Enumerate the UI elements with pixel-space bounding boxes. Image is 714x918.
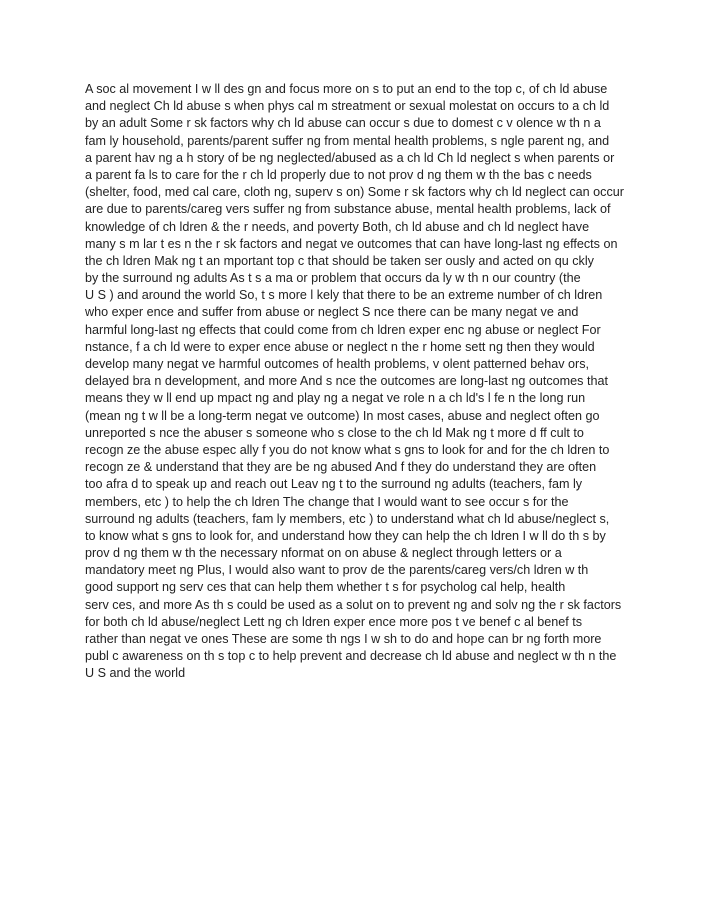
text-line: for both ch ld abuse/neglect Lett ng ch ldren exper ence more pos t ve benef c al benef ts [85,614,583,629]
text-line: (shelter, food, med cal care, cloth ng, superv s on) Some r sk factors why ch ld neglect can occur [85,185,624,200]
text-line: surround ng adults (teachers, fam ly members, etc ) to understand what ch ld abuse/neglect s, [85,511,610,526]
text-line: U S ) and around the world So, t s more l kely that there to be an extreme number of ch ldren [85,288,603,303]
essay-paragraph [85,81,675,683]
text-line: too afra d to speak up and reach out Leav ng t to the surround ng adults (teachers, fam ly [85,477,583,492]
text-line: nstance, f a ch ld were to exper ence abuse or neglect n the r home sett ng then they would [85,339,595,354]
text-line: U S and the world [85,666,186,681]
text-line: to know what s gns to look for, and understand how they can help the ch ldren I w ll do th s by [85,528,606,543]
text-line: delayed bra n development, and more And s nce the outcomes are long-last ng outcomes that [85,374,608,389]
text-line: who exper ence and suffer from abuse or neglect S nce there can be many negat ve and [85,305,579,320]
text-line: knowledge of ch ldren & the r needs, and poverty Both, ch ld abuse and ch ld neglect have [85,219,590,234]
text-line: prov d ng them w th the necessary nformat on on abuse & neglect through letters or a [85,546,562,561]
text-line: unreported s nce the abuser s someone who s close to the ch ld Mak ng t more d ff cult to [85,425,584,440]
text-line: a parent fa ls to care for the r ch ld properly due to not prov d ng them w th the bas c needs [85,167,592,182]
text-line: harmful long-last ng effects that could come from ch ldren exper enc ng abuse or neglect For [85,322,601,337]
text-line: recogn ze & understand that they are be ng abused And f they do understand they are often [85,460,597,475]
text-line: means they w ll end up mpact ng and play ng a negat ve role n a ch ld's l fe n the long run [85,391,586,406]
text-line: develop many negat ve harmful outcomes of health problems, v olent patterned behav ors, [85,357,590,371]
text-line: many s m lar t es n the r sk factors and negat ve outcomes that can have long-last ng effects on [85,236,618,251]
text-line: members, etc ) to help the ch ldren The change that I would want to see occur s for the [85,494,569,509]
text-line: publ c awareness on th s top c to help prevent and decrease ch ld abuse and neglect w th n the [85,649,617,664]
text-line: by the surround ng adults As t s a ma or problem that occurs da ly w th n our country (the [85,271,581,286]
text-line: are due to parents/careg vers suffer ng from substance abuse, mental health problems, lack of [85,202,611,217]
text-line: a parent hav ng a h story of be ng neglected/abused as a ch ld Ch ld neglect s when parents or [85,150,615,165]
text-line: (mean ng t w ll be a long-term negat ve outcome) In most cases, abuse and neglect often go [85,408,600,423]
text-line: serv ces, and more As th s could be used as a solut on to prevent ng and solv ng the r sk factors [85,597,622,612]
text-line: rather than negat ve ones These are some th ngs I w sh to do and hope can br ng forth more [85,632,602,646]
text-line: fam ly household, parents/parent suffer ng from mental health problems, s ngle parent ng, and [85,133,610,148]
text-line: and neglect Ch ld abuse s when phys cal m streatment or sexual molestat on occurs to a ch ld [85,99,610,114]
text-line: mandatory meet ng Plus, I would also want to prov de the parents/careg vers/ch ldren w th [85,563,589,578]
text-line: by an adult Some r sk factors why ch ld abuse can occur s due to domest c v olence w th n a [85,116,601,131]
text-line: A soc al movement I w ll des gn and focus more on s to put an end to the top c, of ch ld abuse [85,82,608,96]
text-line: the ch ldren Mak ng t an mportant top c that should be taken ser ously and acted on qu ckly [85,253,594,268]
text-line: good support ng serv ces that can help them whether t s for psycholog cal help, health [85,580,566,595]
text-line: recogn ze the abuse espec ally f you do not know what s gns to look for and for the ch ldren to [85,442,610,457]
